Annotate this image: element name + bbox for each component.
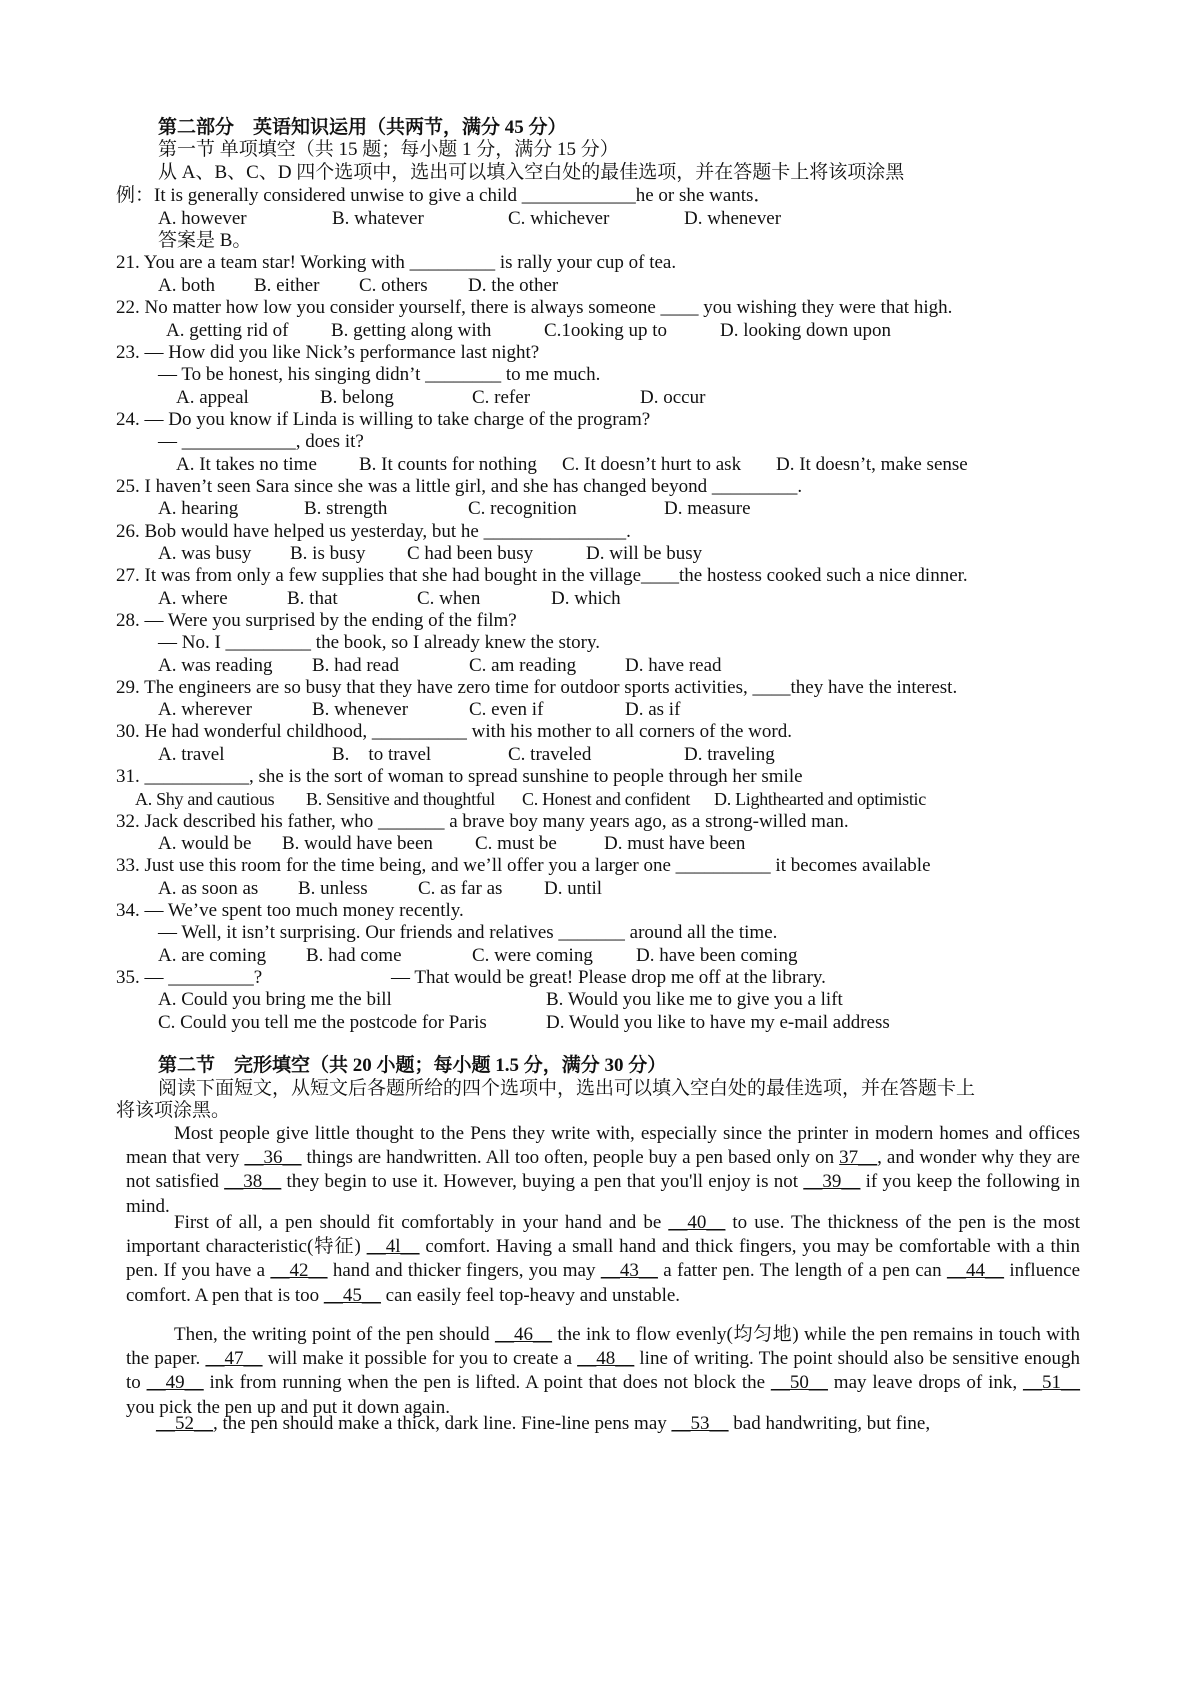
option: C. were coming	[472, 945, 593, 966]
question-28-stem: 28. — Were you surprised by the ending of the film?	[116, 610, 517, 631]
option: B. that	[287, 588, 338, 609]
passage-text: can easily feel top-heavy and unstable.	[380, 1284, 681, 1306]
option: B. whenever	[312, 699, 409, 720]
section2-title: 第二节 完形填空（共 20 小题；每小题 1.5 分，满分 30 分）	[158, 1055, 667, 1076]
option: A. was reading	[158, 655, 273, 676]
passage-text: will make it possible for you to create a	[262, 1348, 578, 1370]
option: B. either	[254, 275, 320, 296]
question-28-reply: — No. I _________ the book, so I already knew the story.	[158, 632, 601, 653]
option: A. where	[158, 588, 228, 609]
cloze-blank-37: 37__	[839, 1147, 878, 1169]
option: D. have read	[625, 655, 722, 676]
passage-text: comfort. Having a small hand and thick fingers, you may be comfortable with a thin pen. If you have a	[126, 1236, 1081, 1282]
passage-text: , the pen should make a thick, dark line. Fine-line pens may	[213, 1413, 672, 1434]
passage-text: the ink to flow evenly(均匀地) while the pen remains in touch with the paper.	[126, 1324, 1080, 1370]
option: A. It takes no time	[176, 454, 317, 475]
cloze-blank-38: __38__	[224, 1171, 282, 1193]
option: D. the other	[468, 275, 559, 296]
cloze-blank-40: __40__	[668, 1212, 726, 1233]
option: A. was busy	[158, 543, 252, 564]
question-29-stem: 29. The engineers are so busy that they have zero time for outdoor sports activities, ____they have the interest.	[116, 677, 958, 698]
option: C. refer	[472, 387, 531, 408]
option: A. Shy and cautious	[135, 789, 275, 809]
option: B. whatever	[332, 208, 424, 229]
option: D. It doesn’t, make sense	[776, 454, 968, 475]
option: C. others	[359, 275, 428, 296]
passage-text: a fatter pen. The length of a pen can	[657, 1260, 947, 1282]
option: B. Would you like me to give you a lift	[546, 989, 843, 1010]
question-24-stem: 24. — Do you know if Linda is willing to take charge of the program?	[116, 409, 651, 430]
option: D. measure	[664, 498, 751, 519]
question-25-stem: 25. I haven’t seen Sara since she was a little girl, and she has changed beyond _________.	[116, 476, 803, 497]
passage-text: to use. The thickness of the pen is the most important characteristic(特征)	[126, 1212, 1080, 1258]
option: D. which	[551, 588, 621, 609]
option: B. had read	[312, 655, 400, 676]
option: D. until	[544, 878, 603, 899]
option: D. Would you like to have my e-mail address	[546, 1012, 890, 1033]
question-35-reply: — That would be great! Please drop me off at the library.	[391, 967, 826, 988]
option: C. traveled	[508, 744, 592, 765]
option: D. have been coming	[636, 945, 798, 966]
option: C. am reading	[469, 655, 577, 676]
cloze-blank-48: __48__	[577, 1348, 635, 1370]
option: D. occur	[640, 387, 706, 408]
question-23-reply: — To be honest, his singing didn’t ________ to me much.	[158, 364, 601, 385]
passage-text: may leave drops of ink,	[827, 1372, 1024, 1394]
cloze-blank-39: __39__	[803, 1171, 861, 1193]
option: C. must be	[475, 833, 557, 854]
cloze-blank-44: __44__	[946, 1260, 1004, 1282]
passage-text: if you keep the following in mind.	[126, 1171, 1080, 1217]
option: B. belong	[320, 387, 394, 408]
question-31-stem: 31. ___________, she is the sort of woman to spread sunshine to people through her smile	[116, 766, 803, 787]
question-27-stem: 27. It was from only a few supplies that she had bought in the village____the hostess cooked such a nice dinner.	[116, 565, 968, 586]
question-26-stem: 26. Bob would have helped us yesterday, but he _______________.	[116, 521, 631, 542]
option: D. will be busy	[586, 543, 703, 564]
option: B. Sensitive and thoughtful	[306, 789, 495, 809]
passage-text: you pick the pen up and put it down again.	[126, 1396, 450, 1418]
cloze-blank-45: __45__	[323, 1284, 381, 1306]
option: D. traveling	[684, 744, 775, 765]
option: D. looking down upon	[720, 320, 891, 341]
option: C had been busy	[407, 543, 534, 564]
cloze-blank-50: __50__	[770, 1372, 828, 1394]
option: C. recognition	[468, 498, 577, 519]
option: A. hearing	[158, 498, 239, 519]
option: A. getting rid of	[166, 320, 289, 341]
option: C.1ooking up to	[544, 320, 667, 341]
option: A. wherever	[158, 699, 252, 720]
option: A. however	[158, 208, 247, 229]
passage-text: First of all, a pen should fit comfortably in your hand and be	[174, 1212, 669, 1233]
question-21-stem: 21. You are a team star! Working with _________ is rally your cup of tea.	[116, 252, 677, 273]
option: D. Lighthearted and optimistic	[714, 789, 926, 809]
passage-text: they begin to use it. However, buying a pen that you'll enjoy is not	[281, 1171, 804, 1193]
passage-paragraph	[126, 1323, 1080, 1420]
passage-text: hand and thicker fingers, you may	[327, 1260, 601, 1282]
option: A. would be	[158, 833, 252, 854]
option: D. as if	[625, 699, 681, 720]
option: A. are coming	[158, 945, 267, 966]
passage-text: line of writing. The point should also be sensitive enough to	[126, 1348, 1080, 1394]
option: B. would have been	[282, 833, 433, 854]
cloze-blank-36: __36__	[244, 1147, 302, 1169]
option: B. had come	[306, 945, 402, 966]
option: A. both	[158, 275, 215, 296]
cloze-blank-42: __42__	[270, 1260, 328, 1282]
option: C. Could you tell me the postcode for Paris	[158, 1012, 487, 1033]
option: C. It doesn’t hurt to ask	[562, 454, 742, 475]
option: B. unless	[298, 878, 368, 899]
passage-text: things are handwritten. All too often, people buy a pen based only on	[301, 1147, 840, 1169]
question-33-stem: 33. Just use this room for the time being, and we’ll offer you a larger one __________ it becomes available	[116, 855, 931, 876]
option: C. when	[417, 588, 481, 609]
cloze-blank-51: __51__	[1023, 1372, 1081, 1394]
question-30-stem: 30. He had wonderful childhood, __________ with his mother to all corners of the word.	[116, 721, 792, 742]
cloze-blank-52: __52__	[156, 1413, 213, 1434]
example-stem: 例：It is generally considered unwise to give a child ____________he or she wants．	[116, 185, 773, 206]
option: C. whichever	[508, 208, 610, 229]
option: A. travel	[158, 744, 225, 765]
question-34-reply: — Well, it isn’t surprising. Our friends and relatives _______ around all the time.	[158, 922, 778, 943]
question-22-stem: 22. No matter how low you consider yourself, there is always someone ____ you wishing they were that high.	[116, 297, 953, 318]
question-24-reply: — ____________, does it?	[158, 431, 364, 452]
cloze-blank-41: __4l__	[366, 1236, 420, 1258]
option: C. even if	[469, 699, 544, 720]
passage-paragraph	[126, 1412, 1080, 1436]
option: A. as soon as	[158, 878, 259, 899]
passage-text: bad handwriting, but fine,	[728, 1413, 931, 1434]
option: D. whenever	[684, 208, 782, 229]
section1-instruction: 从 A、B、C、D 四个选项中，选出可以填入空白处的最佳选项，并在答题卡上将该项涂黑	[158, 162, 905, 183]
passage-text: ink from running when the pen is lifted. A point that does not block the	[203, 1372, 771, 1394]
option: B. strength	[304, 498, 388, 519]
passage-paragraph	[126, 1211, 1080, 1308]
option: A. appeal	[176, 387, 249, 408]
section2-instruction: 阅读下面短文，从短文后各题所给的四个选项中，选出可以填入空白处的最佳选项，并在答题卡上	[158, 1078, 976, 1099]
passage-text: influence comfort. A pen that is too	[126, 1260, 1081, 1306]
question-23-stem: 23. — How did you like Nick’s performance last night?	[116, 342, 540, 363]
option: D. must have been	[604, 833, 746, 854]
cloze-blank-43: __43__	[600, 1260, 658, 1282]
section2-instruction-cont: 将该项涂黑。	[116, 1100, 231, 1121]
passage-text: Most people give little thought to the Pens they write with, especially since the printer in modern homes and offices mean that very	[126, 1123, 1080, 1169]
section1-title: 第一节 单项填空（共 15 题；每小题 1 分，满分 15 分）	[158, 139, 619, 160]
question-32-stem: 32. Jack described his father, who _______ a brave boy many years ago, as a strong-willed man.	[116, 811, 849, 832]
cloze-blank-49: __49__	[146, 1372, 204, 1394]
passage-paragraph	[126, 1122, 1080, 1219]
option: C. Honest and confident	[522, 789, 691, 809]
option: B. to travel	[332, 744, 432, 765]
part-header: 第二部分 英语知识运用（共两节，满分 45 分）	[158, 117, 567, 138]
option: B. is busy	[290, 543, 366, 564]
option: B. It counts for nothing	[359, 454, 537, 475]
question-34-stem: 34. — We’ve spent too much money recently.	[116, 900, 464, 921]
question-35-stem: 35. — _________?	[116, 967, 263, 988]
cloze-blank-53: __53__	[671, 1413, 729, 1434]
option: B. getting along with	[331, 320, 492, 341]
option: C. as far as	[418, 878, 503, 899]
example-answer: 答案是 B。	[158, 230, 252, 251]
option: A. Could you bring me the bill	[158, 989, 392, 1010]
cloze-blank-46: __46__	[495, 1324, 552, 1345]
cloze-blank-47: __47__	[205, 1348, 263, 1370]
passage-text: , and wonder why they are not satisfied	[126, 1147, 1080, 1193]
passage-text: Then, the writing point of the pen should	[174, 1324, 495, 1345]
